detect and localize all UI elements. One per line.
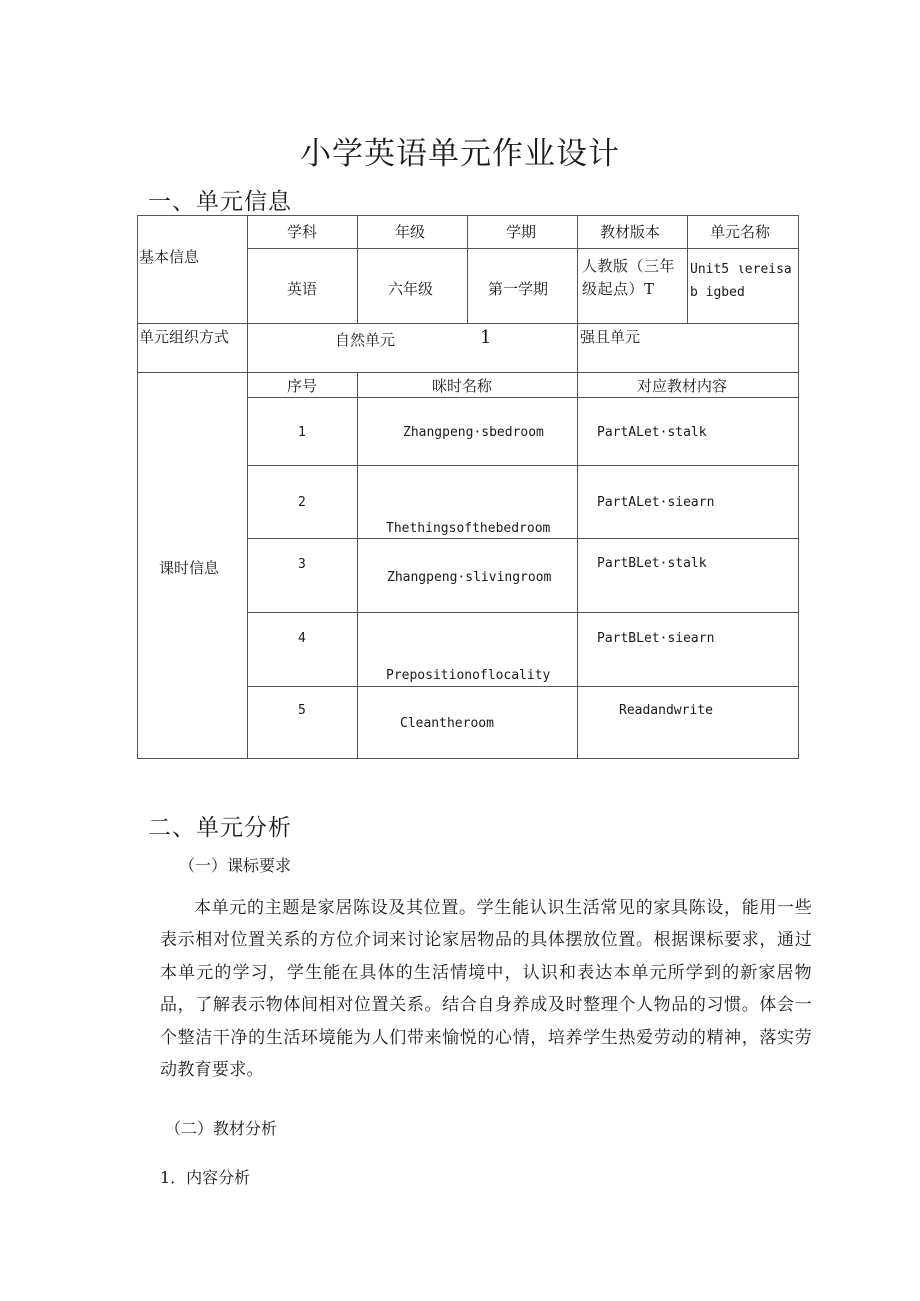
- organization-reorganized: 强且单元: [580, 328, 641, 346]
- lesson-number: 1: [298, 425, 306, 440]
- lesson-content: PartBLet·stalk: [597, 556, 707, 571]
- lesson-name: Zhangpeng·sbedroom: [403, 425, 544, 440]
- organization-label: 单元组织方式: [139, 328, 230, 346]
- lesson-content: PartALet·stalk: [597, 425, 707, 440]
- lessons-header-content: 对应教材内容: [637, 377, 728, 395]
- organization-natural: 自然单元: [335, 331, 396, 349]
- value-unit-name: Unit5 ιereisab igbed: [690, 262, 792, 300]
- document-title: 小学英语单元作业设计: [300, 136, 620, 172]
- lessons-header-name: 咪时名称: [432, 377, 493, 395]
- lesson-content: PartALet·siearn: [597, 495, 715, 510]
- lesson-name: Zhangpeng·slivingroom: [387, 570, 552, 585]
- lesson-name: Cleantheroom: [400, 716, 494, 731]
- lesson-number: 5: [298, 703, 306, 718]
- section1-heading: 一、单元信息: [148, 189, 292, 215]
- lessons-header-number: 序号: [287, 377, 318, 395]
- header-term: 学期: [506, 223, 537, 241]
- value-textbook: 人教版（三年级起点）T: [582, 257, 676, 298]
- section2-heading: 二、单元分析: [148, 815, 292, 841]
- lesson-number: 4: [298, 631, 306, 646]
- header-unit-name: 单元名称: [710, 223, 771, 241]
- value-grade: 六年级: [388, 280, 434, 298]
- lesson-content: Readandwrite: [619, 703, 713, 718]
- lesson-name: Prepositionoflocality: [386, 668, 551, 683]
- header-textbook: 教材版本: [600, 223, 661, 241]
- lesson-number: 3: [298, 557, 306, 572]
- lesson-number: 2: [298, 495, 306, 510]
- basic-info-label: 基本信息: [139, 248, 200, 266]
- value-subject: 英语: [287, 280, 318, 298]
- lesson-name: Thethingsofthebedroom: [386, 521, 551, 536]
- lessons-label: 课时信息: [159, 559, 220, 577]
- subsection-curriculum: （一）课标要求: [179, 856, 292, 875]
- organization-mark: 1: [480, 327, 492, 348]
- header-subject: 学科: [287, 223, 318, 241]
- lesson-content: PartBLet·siearn: [597, 631, 715, 646]
- curriculum-paragraph: 本单元的主题是家居陈设及其位置。学生能认识生活常见的家具陈设，能用一些表示相对位置关系的方位介词来讨论家居物品的具体摆放位置。根据课标要求，通过本单元的学习，学生能在具体的生活情境中，认识和表达本单元所学到的新家居物品，了解表示物体间相对位置关系。结合自身养成及时整理个人物品的习惯。体会一个整洁干净的生活环境能为人们带来愉悦的心情，培养学生热爱劳动的精神，落实劳动教育要求。: [160, 898, 812, 1081]
- value-term: 第一学期: [488, 280, 549, 298]
- subsection-content-analysis: 1．内容分析: [160, 1168, 251, 1187]
- header-grade: 年级: [395, 223, 426, 241]
- subsection-textbook-analysis: （二）教材分析: [165, 1119, 278, 1138]
